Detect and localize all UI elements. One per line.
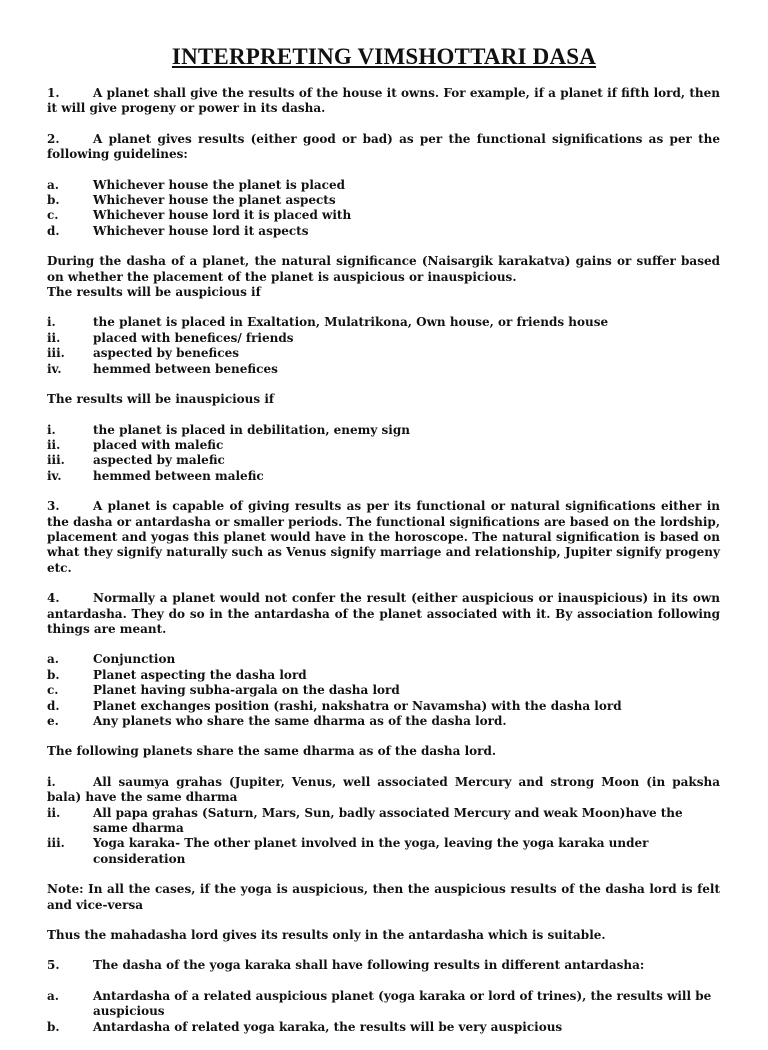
guideline-list bbox=[47, 178, 720, 240]
list-text: hemmed between benefices bbox=[93, 361, 278, 376]
list-text: Conjunction bbox=[93, 652, 176, 667]
auspicious-list bbox=[47, 315, 720, 377]
list-text: aspected by malefic bbox=[93, 453, 225, 468]
list-text: Whichever house the planet aspects bbox=[93, 193, 336, 208]
list-item bbox=[47, 453, 720, 468]
point-number: 3. bbox=[47, 499, 60, 514]
list-marker: ii. bbox=[47, 330, 61, 345]
list-text: the planet is placed in debilitation, enemy sign bbox=[93, 422, 410, 437]
list-text: Planet aspecting the dasha lord bbox=[93, 667, 307, 682]
inauspicious-list bbox=[47, 423, 720, 485]
list-item bbox=[47, 423, 720, 438]
list-text: placed with malefic bbox=[93, 437, 224, 452]
list-marker: d. bbox=[47, 698, 60, 713]
list-text: the planet is placed in Exaltation, Mulatrikona, Own house, or friends house bbox=[93, 315, 609, 330]
list-item bbox=[47, 193, 720, 208]
list-marker: d. bbox=[47, 223, 60, 238]
point-number: 4. bbox=[47, 591, 60, 606]
list-text: aspected by benefices bbox=[93, 346, 239, 361]
list-marker: a. bbox=[47, 988, 59, 1003]
list-item bbox=[47, 224, 720, 239]
dasha-paragraph: During the dasha of a planet, the natural significance (Naisargik karakatva) gains or suffer based on whether the placement of the planet is auspicious or inauspicious. bbox=[47, 254, 720, 284]
list-item bbox=[47, 699, 720, 714]
point-text: Normally a planet would not confer the result (either auspicious or inauspicious) in its own antardasha. They do so in the antardasha of the planet associated with it. By association following things are meant. bbox=[47, 591, 720, 636]
list-text: Antardasha of a related auspicious planet (yoga karaka or lord of trines), the results will be auspicious bbox=[93, 988, 712, 1019]
association-list bbox=[47, 652, 720, 729]
list-item bbox=[47, 1020, 720, 1035]
point-2 bbox=[47, 132, 720, 163]
list-marker: a. bbox=[47, 652, 59, 667]
list-marker: iii. bbox=[47, 453, 65, 468]
list-item bbox=[47, 362, 720, 377]
list-item bbox=[47, 836, 720, 867]
list-marker: b. bbox=[47, 1019, 60, 1034]
list-marker: c. bbox=[47, 208, 59, 223]
point-1 bbox=[47, 86, 720, 117]
list-item bbox=[47, 438, 720, 453]
list-marker: i. bbox=[47, 422, 56, 437]
point-text: A planet gives results (either good or bad) as per the functional significations as per the following guidelines: bbox=[47, 131, 720, 162]
list-text: Any planets who share the same dharma as of the dasha lord. bbox=[93, 714, 507, 728]
list-marker: iii. bbox=[47, 346, 65, 361]
list-item bbox=[47, 989, 720, 1020]
list-marker: a. bbox=[47, 177, 59, 192]
point-number: 1. bbox=[47, 86, 60, 100]
point-text: A planet shall give the results of the house it owns. For example, if a planet if fifth lord, then it will give progeny or power in its dasha. bbox=[47, 86, 720, 116]
list-item bbox=[47, 668, 720, 683]
point-text: A planet is capable of giving results as per its functional or natural significations either in the dasha or antardasha or smaller periods. The functional significations are based on the lordship, placement and yogas this planet would have in the horoscope. The natural signification is based on what they signify naturally such as Venus signify marriage and relationship, Jupiter signify progeny etc. bbox=[47, 499, 720, 575]
list-marker: b. bbox=[47, 667, 60, 682]
list-text: Whichever house lord it aspects bbox=[93, 223, 309, 238]
point-5 bbox=[47, 958, 720, 973]
auspicious-heading: The results will be auspicious if bbox=[47, 285, 261, 300]
list-text: hemmed between malefic bbox=[93, 468, 264, 483]
list-item bbox=[47, 683, 720, 698]
list-marker: i. bbox=[47, 774, 56, 789]
point-4 bbox=[47, 591, 720, 637]
point-3 bbox=[47, 499, 720, 576]
list-text: Planet exchanges position (rashi, nakshatra or Navamsha) with the dasha lord bbox=[93, 698, 622, 713]
point-number: 2. bbox=[47, 131, 60, 146]
dharma-heading: The following planets share the same dharma as of the dasha lord. bbox=[47, 744, 497, 759]
list-text: Whichever house lord it is placed with bbox=[93, 208, 352, 223]
list-item bbox=[47, 178, 720, 193]
list-item bbox=[47, 806, 720, 837]
list-item bbox=[47, 208, 720, 223]
list-marker: b. bbox=[47, 193, 60, 208]
list-item bbox=[47, 346, 720, 361]
summary-paragraph: Thus the mahadasha lord gives its results only in the antardasha which is suitable. bbox=[47, 928, 606, 943]
list-text: Yoga karaka- The other planet involved in the yoga, leaving the yoga karaka under consideration bbox=[93, 836, 649, 866]
list-item bbox=[47, 652, 720, 667]
list-item bbox=[47, 469, 720, 484]
list-text: All papa grahas (Saturn, Mars, Sun, badly associated Mercury and weak Moon)have the same dharma bbox=[93, 805, 683, 836]
list-text: Whichever house the planet is placed bbox=[93, 177, 345, 192]
list-item bbox=[47, 714, 720, 729]
spacer bbox=[47, 300, 720, 315]
list-marker: i. bbox=[47, 315, 56, 330]
list-marker: e. bbox=[47, 714, 59, 728]
list-marker: c. bbox=[47, 683, 59, 698]
list-marker: ii. bbox=[47, 437, 61, 452]
document-body bbox=[47, 86, 720, 1050]
point-number: 5. bbox=[47, 958, 60, 973]
point-text: The dasha of the yoga karaka shall have following results in different antardasha: bbox=[93, 958, 645, 973]
list-marker: iii. bbox=[47, 836, 65, 851]
list-marker: ii. bbox=[47, 805, 61, 820]
list-item bbox=[47, 315, 720, 330]
list-item bbox=[47, 331, 720, 346]
page-title: INTERPRETING VIMSHOTTARI DASA bbox=[171, 44, 597, 69]
list-marker: iv. bbox=[47, 468, 62, 483]
list-text: Antardasha of related yoga karaka, the results will be very auspicious bbox=[93, 1019, 563, 1034]
list-item bbox=[47, 775, 720, 806]
list-marker: iv. bbox=[47, 361, 62, 376]
dharma-list bbox=[47, 775, 720, 867]
list-text: All saumya grahas (Jupiter, Venus, well associated Mercury and strong Moon (in paksha bala) have the same dharma bbox=[47, 774, 720, 805]
list-text: placed with benefices/ friends bbox=[93, 330, 294, 345]
note-paragraph: Note: In all the cases, if the yoga is auspicious, then the auspicious results of the dasha lord is felt and vice-versa bbox=[47, 882, 720, 912]
yoga-karaka-list bbox=[47, 989, 720, 1035]
inauspicious-heading: The results will be inauspicious if bbox=[47, 392, 275, 407]
list-text: Planet having subha-argala on the dasha lord bbox=[93, 683, 400, 698]
